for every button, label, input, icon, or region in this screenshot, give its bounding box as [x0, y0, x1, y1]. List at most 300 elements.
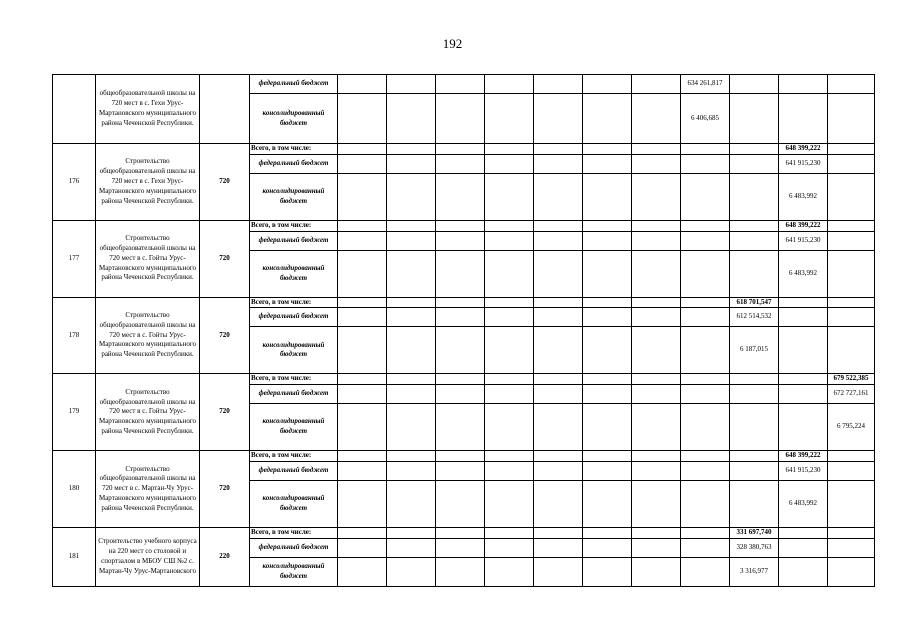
- empty-cell: [828, 154, 875, 173]
- empty-cell: [485, 220, 534, 231]
- empty-cell: [583, 374, 632, 385]
- total-value-text: 648 399,222: [785, 451, 821, 460]
- object-name-text: Строительство учебного корпуса на 220 мест со столовой и спортзалом в МБОУ СШ №2 с. Мартан-Чу Урус-Мартановского: [98, 537, 197, 575]
- empty-cell: [534, 75, 583, 94]
- empty-cell: [436, 385, 485, 404]
- empty-cell: [436, 538, 485, 557]
- empty-cell: [730, 250, 779, 297]
- empty-cell: [534, 480, 583, 527]
- empty-cell: [534, 461, 583, 480]
- empty-cell: [828, 220, 875, 231]
- total-label-text: Всего, в том числе:: [251, 144, 312, 152]
- federal-value: [779, 154, 828, 173]
- table-row: [53, 220, 875, 231]
- total-value: [779, 451, 828, 462]
- empty-cell: [485, 480, 534, 527]
- empty-cell: [828, 250, 875, 297]
- federal-value: [730, 538, 779, 557]
- empty-cell: [534, 385, 583, 404]
- empty-cell: [681, 461, 730, 480]
- empty-cell: [583, 308, 632, 327]
- empty-cell: [632, 94, 681, 144]
- empty-cell: [779, 527, 828, 538]
- federal-budget-label-text: федеральный бюджет: [258, 542, 329, 551]
- empty-cell: [632, 538, 681, 557]
- empty-cell: [583, 220, 632, 231]
- empty-cell: [485, 297, 534, 308]
- consolidated-value-text: 6 483,992: [789, 191, 817, 200]
- empty-cell: [632, 231, 681, 250]
- federal-value-text: 641 915,230: [785, 158, 821, 167]
- empty-cell: [387, 75, 436, 94]
- consolidated-value-text: 6 795,224: [837, 422, 865, 431]
- capacity-text: 720: [219, 330, 230, 339]
- empty-cell: [583, 404, 632, 451]
- total-label-text: Всего, в том числе:: [251, 297, 312, 306]
- empty-cell: [828, 173, 875, 220]
- empty-cell: [387, 385, 436, 404]
- empty-cell: [338, 144, 387, 155]
- consolidated-budget-label: [250, 327, 338, 374]
- empty-cell: [681, 385, 730, 404]
- empty-cell: [730, 144, 779, 155]
- empty-cell: [534, 297, 583, 308]
- empty-cell: [681, 220, 730, 231]
- empty-cell: [485, 538, 534, 557]
- capacity: [200, 297, 250, 374]
- empty-cell: [583, 144, 632, 155]
- federal-budget-label-text: федеральный бюджет: [258, 466, 329, 475]
- empty-cell: [632, 480, 681, 527]
- empty-cell: [387, 144, 436, 155]
- empty-cell: [338, 173, 387, 220]
- object-name: [96, 527, 200, 586]
- empty-cell: [387, 327, 436, 374]
- empty-cell: [828, 527, 875, 538]
- empty-cell: [387, 538, 436, 557]
- federal-budget-label: [250, 308, 338, 327]
- empty-cell: [730, 374, 779, 385]
- empty-cell: [534, 538, 583, 557]
- federal-budget-label-text: федеральный бюджет: [258, 79, 329, 88]
- empty-cell: [387, 557, 436, 586]
- federal-budget-label-text: федеральный бюджет: [258, 389, 329, 398]
- empty-cell: [730, 451, 779, 462]
- empty-cell: [632, 308, 681, 327]
- empty-cell: [485, 404, 534, 451]
- federal-budget-label: [250, 385, 338, 404]
- consolidated-budget-label: [250, 94, 338, 144]
- empty-cell: [338, 75, 387, 94]
- empty-cell: [534, 220, 583, 231]
- federal-budget-label: [250, 75, 338, 94]
- federal-value-text: 328 380,763: [736, 542, 772, 551]
- object-name-text: Строительство общеобразовательной школы на 720 мест в с. Гойты Урус-Мартановского муниципального района Чеченской Республики.: [98, 311, 197, 359]
- empty-cell: [338, 220, 387, 231]
- consolidated-budget-label-text: консолидированный бюджет: [262, 108, 325, 127]
- capacity: [200, 527, 250, 586]
- row-number: [53, 374, 96, 451]
- empty-cell: [387, 173, 436, 220]
- empty-cell: [338, 374, 387, 385]
- empty-cell: [681, 327, 730, 374]
- empty-cell: [534, 308, 583, 327]
- object-name: [96, 297, 200, 374]
- empty-cell: [338, 404, 387, 451]
- empty-cell: [583, 94, 632, 144]
- empty-cell: [387, 297, 436, 308]
- empty-cell: [338, 94, 387, 144]
- object-name: [96, 144, 200, 221]
- empty-cell: [779, 75, 828, 94]
- empty-cell: [681, 480, 730, 527]
- consolidated-value: [730, 327, 779, 374]
- empty-cell: [583, 173, 632, 220]
- empty-cell: [338, 451, 387, 462]
- consolidated-budget-label: [250, 404, 338, 451]
- consolidated-value-text: 6 406,685: [691, 113, 719, 122]
- empty-cell: [681, 250, 730, 297]
- empty-cell: [338, 385, 387, 404]
- object-name-text: Строительство общеобразовательной школы на 720 мест в с. Мартан-Чу Урус-Мартановского муниципального района Чеченской Республики.: [98, 464, 197, 512]
- empty-cell: [779, 94, 828, 144]
- object-name-text: Строительство общеобразовательной школы на 720 мест в с. Гойты Урус-Мартановского муниципального района Чеченской Республики.: [98, 387, 197, 435]
- total-value: [779, 144, 828, 155]
- empty-cell: [828, 144, 875, 155]
- empty-cell: [387, 374, 436, 385]
- empty-cell: [828, 75, 875, 94]
- row-number: [53, 220, 96, 297]
- empty-cell: [730, 75, 779, 94]
- federal-value-text: 641 915,230: [785, 235, 821, 244]
- empty-cell: [583, 385, 632, 404]
- empty-cell: [485, 327, 534, 374]
- consolidated-value: [779, 250, 828, 297]
- object-name-text: Строительство общеобразовательной школы на 720 мест в с. Гехи Урус-Мартановского муниципального района Чеченской Республики.: [98, 157, 197, 205]
- empty-cell: [387, 527, 436, 538]
- consolidated-value: [681, 94, 730, 144]
- federal-value-text: 612 514,532: [736, 312, 772, 321]
- empty-cell: [632, 385, 681, 404]
- object-name-text: общеобразовательной школы на 720 мест в с. Гехи Урус-Мартановского муниципального района Чеченской Республики.: [98, 89, 197, 127]
- empty-cell: [387, 220, 436, 231]
- empty-cell: [338, 557, 387, 586]
- consolidated-value-text: 6 483,992: [789, 268, 817, 277]
- capacity: [200, 374, 250, 451]
- empty-cell: [681, 527, 730, 538]
- row-number-text: 176: [68, 177, 80, 185]
- empty-cell: [681, 173, 730, 220]
- empty-cell: [583, 538, 632, 557]
- empty-cell: [828, 231, 875, 250]
- empty-cell: [338, 461, 387, 480]
- consolidated-value-text: 6 187,015: [740, 345, 768, 354]
- total-label-text: Всего, в том числе:: [251, 374, 312, 383]
- empty-cell: [583, 297, 632, 308]
- empty-cell: [828, 461, 875, 480]
- empty-cell: [828, 297, 875, 308]
- empty-cell: [534, 94, 583, 144]
- object-name: [96, 451, 200, 528]
- empty-cell: [730, 220, 779, 231]
- empty-cell: [534, 154, 583, 173]
- empty-cell: [583, 461, 632, 480]
- consolidated-budget-label: [250, 250, 338, 297]
- empty-cell: [681, 451, 730, 462]
- row-number: [53, 144, 96, 221]
- consolidated-budget-label: [250, 480, 338, 527]
- empty-cell: [779, 308, 828, 327]
- empty-cell: [387, 308, 436, 327]
- capacity: [200, 75, 250, 144]
- empty-cell: [436, 480, 485, 527]
- empty-cell: [338, 327, 387, 374]
- empty-cell: [534, 144, 583, 155]
- empty-cell: [534, 250, 583, 297]
- empty-cell: [730, 231, 779, 250]
- federal-value: [730, 308, 779, 327]
- empty-cell: [681, 404, 730, 451]
- row-number-text: 177: [68, 253, 80, 262]
- object-name: [96, 220, 200, 297]
- federal-value-text: 634 261,817: [687, 79, 723, 88]
- empty-cell: [828, 308, 875, 327]
- empty-cell: [436, 557, 485, 586]
- empty-cell: [534, 404, 583, 451]
- federal-budget-label-text: федеральный бюджет: [258, 312, 329, 321]
- consolidated-value-text: 6 483,992: [789, 499, 817, 508]
- capacity: [200, 220, 250, 297]
- empty-cell: [632, 327, 681, 374]
- federal-value: [779, 461, 828, 480]
- federal-value: [779, 231, 828, 250]
- object-name: [96, 75, 200, 144]
- total-label-text: Всего, в том числе:: [251, 220, 312, 229]
- empty-cell: [828, 538, 875, 557]
- total-value-text: 648 399,222: [785, 220, 821, 229]
- empty-cell: [632, 154, 681, 173]
- empty-cell: [387, 461, 436, 480]
- empty-cell: [632, 451, 681, 462]
- empty-cell: [387, 154, 436, 173]
- capacity: [200, 144, 250, 221]
- empty-cell: [681, 374, 730, 385]
- empty-cell: [485, 385, 534, 404]
- empty-cell: [387, 451, 436, 462]
- empty-cell: [485, 173, 534, 220]
- empty-cell: [436, 144, 485, 155]
- empty-cell: [583, 480, 632, 527]
- federal-budget-label: [250, 231, 338, 250]
- empty-cell: [632, 297, 681, 308]
- empty-cell: [387, 94, 436, 144]
- table-row: [53, 75, 875, 94]
- consolidated-value: [730, 557, 779, 586]
- empty-cell: [730, 480, 779, 527]
- empty-cell: [485, 154, 534, 173]
- row-number: [53, 527, 96, 586]
- empty-cell: [681, 308, 730, 327]
- empty-cell: [338, 154, 387, 173]
- empty-cell: [632, 250, 681, 297]
- empty-cell: [485, 75, 534, 94]
- total-value-text: 648 399,222: [785, 144, 821, 152]
- capacity-text: 720: [219, 177, 230, 185]
- empty-cell: [828, 327, 875, 374]
- consolidated-value: [779, 480, 828, 527]
- table-row: [53, 297, 875, 308]
- empty-cell: [436, 404, 485, 451]
- empty-cell: [436, 374, 485, 385]
- consolidated-budget-label-text: консолидированный бюджет: [262, 561, 325, 580]
- empty-cell: [730, 173, 779, 220]
- capacity-text: 720: [219, 253, 230, 262]
- row-number: [53, 75, 96, 144]
- federal-budget-label: [250, 154, 338, 173]
- empty-cell: [338, 231, 387, 250]
- consolidated-budget-label-text: консолидированный бюджет: [262, 263, 325, 282]
- empty-cell: [485, 557, 534, 586]
- empty-cell: [828, 557, 875, 586]
- empty-cell: [632, 557, 681, 586]
- empty-cell: [779, 374, 828, 385]
- consolidated-budget-label-text: консолидированный бюджет: [262, 340, 325, 359]
- empty-cell: [779, 327, 828, 374]
- empty-cell: [779, 538, 828, 557]
- empty-cell: [632, 461, 681, 480]
- empty-cell: [436, 173, 485, 220]
- empty-cell: [632, 404, 681, 451]
- capacity-text: 220: [219, 551, 230, 560]
- empty-cell: [534, 374, 583, 385]
- empty-cell: [779, 404, 828, 451]
- empty-cell: [436, 154, 485, 173]
- row-number-text: 181: [68, 551, 80, 560]
- empty-cell: [436, 94, 485, 144]
- empty-cell: [681, 557, 730, 586]
- empty-cell: [730, 404, 779, 451]
- empty-cell: [436, 527, 485, 538]
- object-name: [96, 374, 200, 451]
- empty-cell: [632, 527, 681, 538]
- empty-cell: [534, 451, 583, 462]
- capacity-text: 720: [219, 484, 230, 493]
- object-name-text: Строительство общеобразовательной школы на 720 мест в с. Гойты Урус-Мартановского муниципального района Чеченской Республики.: [98, 234, 197, 282]
- empty-cell: [730, 94, 779, 144]
- page-number: 192: [442, 36, 463, 51]
- empty-cell: [436, 297, 485, 308]
- row-number-text: 178: [68, 330, 80, 339]
- total-value: [779, 220, 828, 231]
- empty-cell: [436, 327, 485, 374]
- empty-cell: [681, 297, 730, 308]
- row-number: [53, 451, 96, 528]
- budget-table: [52, 74, 875, 587]
- total-value: [730, 527, 779, 538]
- empty-cell: [534, 231, 583, 250]
- empty-cell: [485, 231, 534, 250]
- empty-cell: [632, 144, 681, 155]
- total-label: [250, 297, 338, 308]
- total-value-text: 679 522,385: [833, 374, 869, 383]
- consolidated-value-text: 3 316,977: [740, 566, 768, 575]
- empty-cell: [730, 461, 779, 480]
- table-row: [53, 144, 875, 155]
- consolidated-value: [828, 404, 875, 451]
- empty-cell: [583, 231, 632, 250]
- empty-cell: [436, 451, 485, 462]
- table-row: [53, 451, 875, 462]
- federal-budget-label: [250, 538, 338, 557]
- row-number-text: 179: [68, 407, 80, 416]
- total-label: [250, 451, 338, 462]
- empty-cell: [534, 527, 583, 538]
- empty-cell: [436, 308, 485, 327]
- total-label: [250, 144, 338, 155]
- empty-cell: [485, 250, 534, 297]
- empty-cell: [436, 461, 485, 480]
- consolidated-value: [779, 173, 828, 220]
- empty-cell: [779, 297, 828, 308]
- total-value: [730, 297, 779, 308]
- empty-cell: [387, 250, 436, 297]
- consolidated-budget-label: [250, 173, 338, 220]
- empty-cell: [632, 75, 681, 94]
- consolidated-budget-label: [250, 557, 338, 586]
- table-row: [53, 527, 875, 538]
- empty-cell: [828, 94, 875, 144]
- empty-cell: [534, 557, 583, 586]
- empty-cell: [485, 527, 534, 538]
- consolidated-budget-label-text: консолидированный бюджет: [262, 417, 325, 436]
- empty-cell: [485, 308, 534, 327]
- empty-cell: [779, 385, 828, 404]
- empty-cell: [436, 220, 485, 231]
- row-number-text: 180: [68, 484, 80, 493]
- empty-cell: [583, 527, 632, 538]
- empty-cell: [681, 154, 730, 173]
- empty-cell: [534, 173, 583, 220]
- empty-cell: [338, 527, 387, 538]
- total-value-text: 331 697,740: [736, 527, 772, 536]
- empty-cell: [779, 557, 828, 586]
- empty-cell: [436, 75, 485, 94]
- empty-cell: [583, 250, 632, 297]
- empty-cell: [632, 220, 681, 231]
- federal-value: [681, 75, 730, 94]
- empty-cell: [387, 404, 436, 451]
- total-label: [250, 374, 338, 385]
- empty-cell: [338, 250, 387, 297]
- federal-budget-label: [250, 461, 338, 480]
- empty-cell: [681, 231, 730, 250]
- empty-cell: [828, 451, 875, 462]
- federal-value-text: 641 915,230: [785, 466, 821, 475]
- capacity: [200, 451, 250, 528]
- empty-cell: [534, 327, 583, 374]
- empty-cell: [730, 154, 779, 173]
- empty-cell: [681, 144, 730, 155]
- empty-cell: [485, 94, 534, 144]
- total-label-text: Всего, в том числе:: [251, 527, 312, 536]
- empty-cell: [485, 461, 534, 480]
- empty-cell: [730, 385, 779, 404]
- table-row: [53, 374, 875, 385]
- empty-cell: [338, 538, 387, 557]
- empty-cell: [583, 557, 632, 586]
- empty-cell: [485, 451, 534, 462]
- empty-cell: [828, 480, 875, 527]
